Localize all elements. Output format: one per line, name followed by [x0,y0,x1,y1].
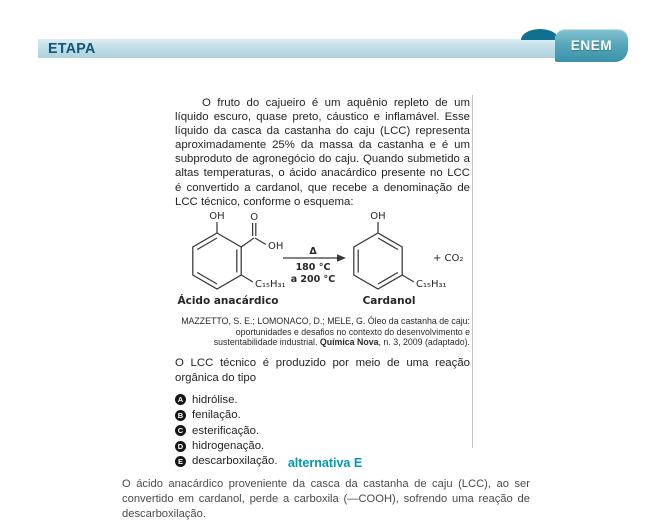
answer-explanation: O ácido anacárdico proveniente da casca da castanha de caju (LCC), ao ser convertido em cardanol, perde a carboxila (—COOH), sofrendo uma reação de descarboxilação. [122,478,530,520]
carbonyl-o-label: O [250,211,259,223]
alternative-letter-badge: B [175,410,186,421]
alternative-text: descarboxilação. [192,455,278,468]
citation-line: oportunidades e desafios no contexto do desenvolvimento e [235,326,470,337]
citation-line: sustentabilidade industrial. Química Nova, n. 3, 2009 (adaptado). [213,337,470,348]
co2-byproduct: + CO₂ [433,252,464,264]
ring-cooh-bond [241,238,254,247]
oh-label: OH [370,210,386,222]
alternative-letter-badge: C [175,425,186,436]
reaction-scheme [175,211,475,311]
reactant-name: Ácido anacárdico [177,294,279,307]
alternative-d [175,438,470,453]
double-bond [197,238,217,250]
oh-label: OH [209,210,225,222]
answer-label: alternativa E [287,456,363,470]
alternative-letter-badge: D [175,441,186,452]
question-prompt: O LCC técnico é produzido por meio de uma reação orgânica do tipo [175,357,470,384]
reaction-arrow [283,246,346,285]
question-statement: O fruto do cajueiro é um aquênio repleto de um líquido escuro, quase preto, cáustico e inflamável. Esse líquido da casca da castanha do caju (LCC) representa aproximadamente 25% da massa da castanha e é um subproduto de agronegócio do caju. Quando submetido a altas temperaturas, o ácido anacárdico presente no LCC é convertido a cardanol, que recebe a denominação de LCC técnico, conforme o esquema: [175,97,470,208]
citation [175,316,470,348]
alternative-letter-badge: A [175,394,186,405]
anacardic-acid-structure [177,211,285,307]
citation-line: MAZZETTO, S. E.; LOMONACO, D.; MELE, G. Óleo da castanha de caju: [181,315,470,326]
alternative-a [175,392,470,407]
cooh-oh-label: OH [268,240,284,252]
enem-badge-label: ENEM [570,38,613,53]
benzene-ring [354,233,402,289]
alternative-text: hidrólise. [192,393,238,406]
chain-bond [241,275,253,282]
product-name: Cardanol [362,294,416,307]
alternative-letter-badge: E [175,456,186,467]
delta-symbol: Δ [309,245,317,257]
enem-badge [555,29,628,62]
arrowhead [337,254,346,262]
page-curl-decoration [521,29,559,40]
benzene-ring [193,233,241,289]
temperature-line2: a 200 °C [290,273,336,285]
double-bond [378,238,398,250]
alternative-text: hidrogenação. [192,440,265,452]
double-bond [197,272,217,284]
temperature-line1: 180 °C [295,261,331,273]
chain-bond [402,275,414,282]
alternative-text: fenilação. [192,409,241,422]
question-column [175,96,470,469]
etapa-logo: ETAPA [48,40,96,57]
cooh-oh-bond [255,238,266,245]
journal-name: Química Nova [319,337,379,348]
alternative-text: esterificação. [192,424,260,437]
alternative-b [175,408,470,423]
alkyl-chain-label: C₁₅H₃₁ [416,278,447,290]
double-bond [378,272,398,284]
alternative-c [175,423,470,438]
alkyl-chain-label: C₁₅H₃₁ [255,278,286,290]
header-bar [38,39,608,58]
